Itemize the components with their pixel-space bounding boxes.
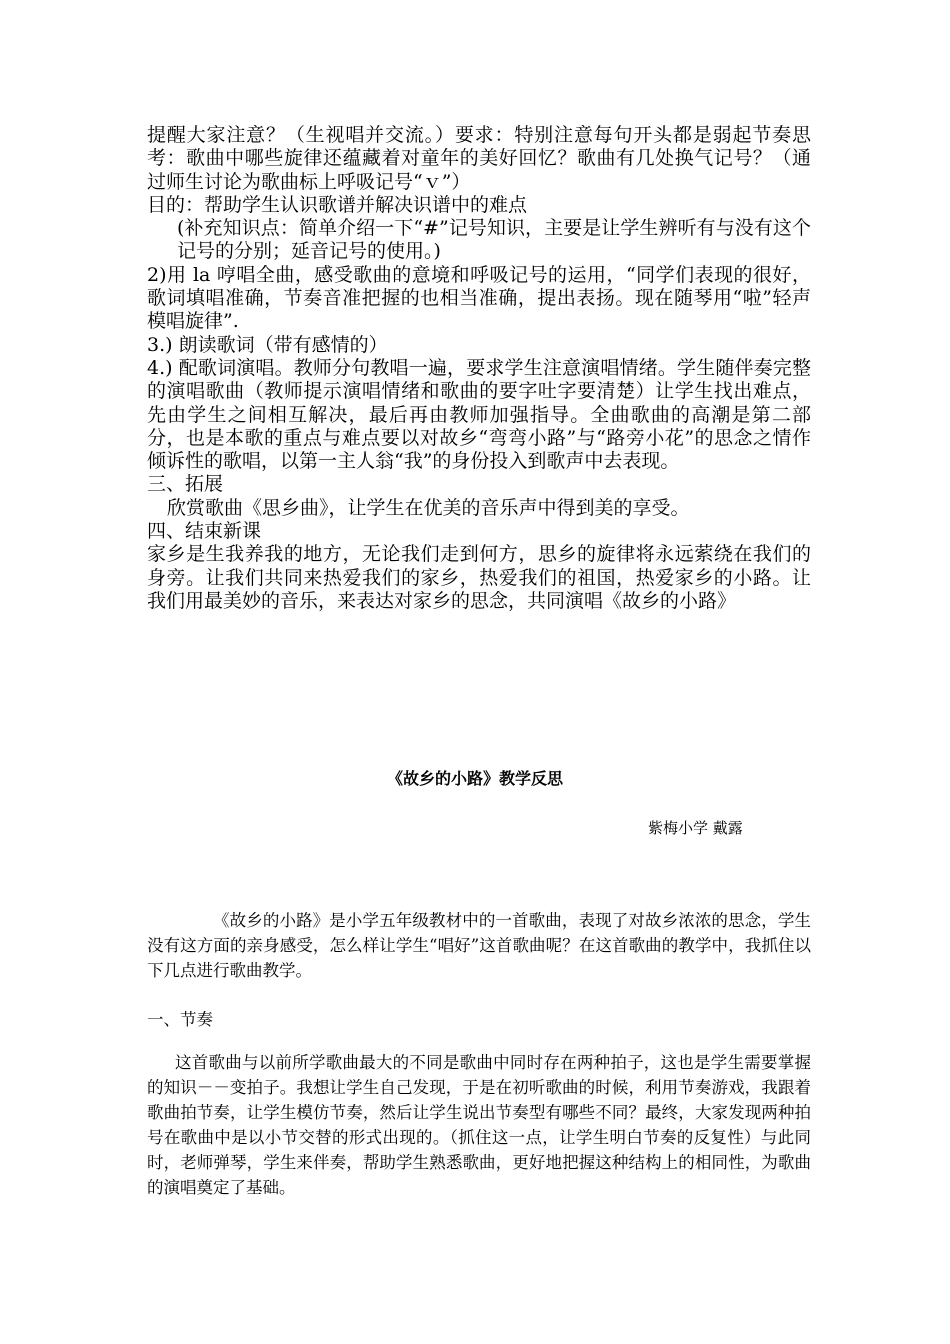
paragraph-step-4-sing: 4.) 配歌词演唱。教师分句教唱一遍，要求学生注意演唱情绪。学生随伴奏完整的演唱歌曲（教师提示演唱情绪和歌曲的要字吐字要清楚）让学生找出难点，先由学生之间相互解决，最后再由教师加强指导。全曲歌曲的高潮是第二部分，也是本歌的重点与难点要以对故乡“弯弯小路”与“路旁小花”的思念之情作倾诉性的歌唱，以第一主人翁“我”的身份投入到歌声中去表现。	[147, 356, 811, 473]
lesson-plan-section	[147, 124, 811, 613]
reflection-intro	[147, 908, 811, 983]
heading-rhythm: 一、节奏	[147, 1010, 213, 1029]
reflection-heading-rhythm-wrap	[147, 1007, 811, 1032]
author-line: 紫梅小学 戴露	[648, 819, 743, 837]
paragraph-purpose: 目的：帮助学生认识歌谱并解决识谱中的难点	[147, 193, 528, 216]
reflection-title: 《故乡的小路》教学反思	[386, 769, 563, 788]
heading-extension: 三、拓展	[147, 473, 224, 496]
paragraph-intro: 《故乡的小路》是小学五年级教材中的一首歌曲，表现了对故乡浓浓的思念，学生没有这方面的亲身感受，怎么样让学生“唱好”这首歌曲呢？在这首歌曲的教学中，我抓住以下几点进行歌曲教学。	[147, 911, 811, 980]
paragraph-supplementary-knowledge: (补充知识点：简单介绍一下“#”记号知识，主要是让学生辨听有与没有这个记号的分别；延音记号的使用。)	[177, 217, 811, 263]
paragraph-appreciation: 欣赏歌曲《思乡曲》，让学生在优美的音乐声中得到美的享受。	[167, 496, 690, 519]
heading-conclusion: 四、结束新课	[147, 520, 262, 543]
paragraph-conclusion: 家乡是生我养我的地方，无论我们走到何方，思乡的旋律将永远萦绕在我们的身旁。让我们共同来热爱我们的家乡，热爱我们的祖国，热爱家乡的小路。让我们用最美妙的音乐，来表达对家乡的思念，共同演唱《故乡的小路》	[147, 543, 811, 612]
paragraph-step-2-hum: 2)用 la 哼唱全曲，感受歌曲的意境和呼吸记号的运用，“同学们表现的很好，歌词填唱准确，节奏音准把握的也相当准确，提出表扬。现在随琴用“啦”轻声模唱旋律”.	[147, 263, 811, 333]
reflection-rhythm-section	[147, 1050, 811, 1200]
paragraph-rhythm-reminder: 提醒大家注意？（生视唱并交流。）要求：特别注意每句开头都是弱起节奏思考：歌曲中哪些旋律还蕴藏着对童年的美好回忆？歌曲有几处换气记号？（通过师生讨论为歌曲标上呼吸记号“ｖ”）	[147, 124, 811, 193]
paragraph-step-3-read-lyrics: 3.) 朗读歌词（带有感情的）	[147, 333, 388, 356]
paragraph-rhythm: 这首歌曲与以前所学歌曲最大的不同是歌曲中同时存在两种拍子，这也是学生需要掌握的知识－－变拍子。我想让学生自己发现，于是在初听歌曲的时候，利用节奏游戏，我跟着歌曲拍节奏，让学生模仿节奏，然后让学生说出节奏型有哪些不同？最终，大家发现两种拍号在歌曲中是以小节交替的形式出现的。（抓住这一点，让学生明白节奏的反复性）与此同时，老师弹琴，学生来伴奏，帮助学生熟悉歌曲，更好地把握这种结构上的相同性，为歌曲的演唱奠定了基础。	[147, 1053, 811, 1197]
